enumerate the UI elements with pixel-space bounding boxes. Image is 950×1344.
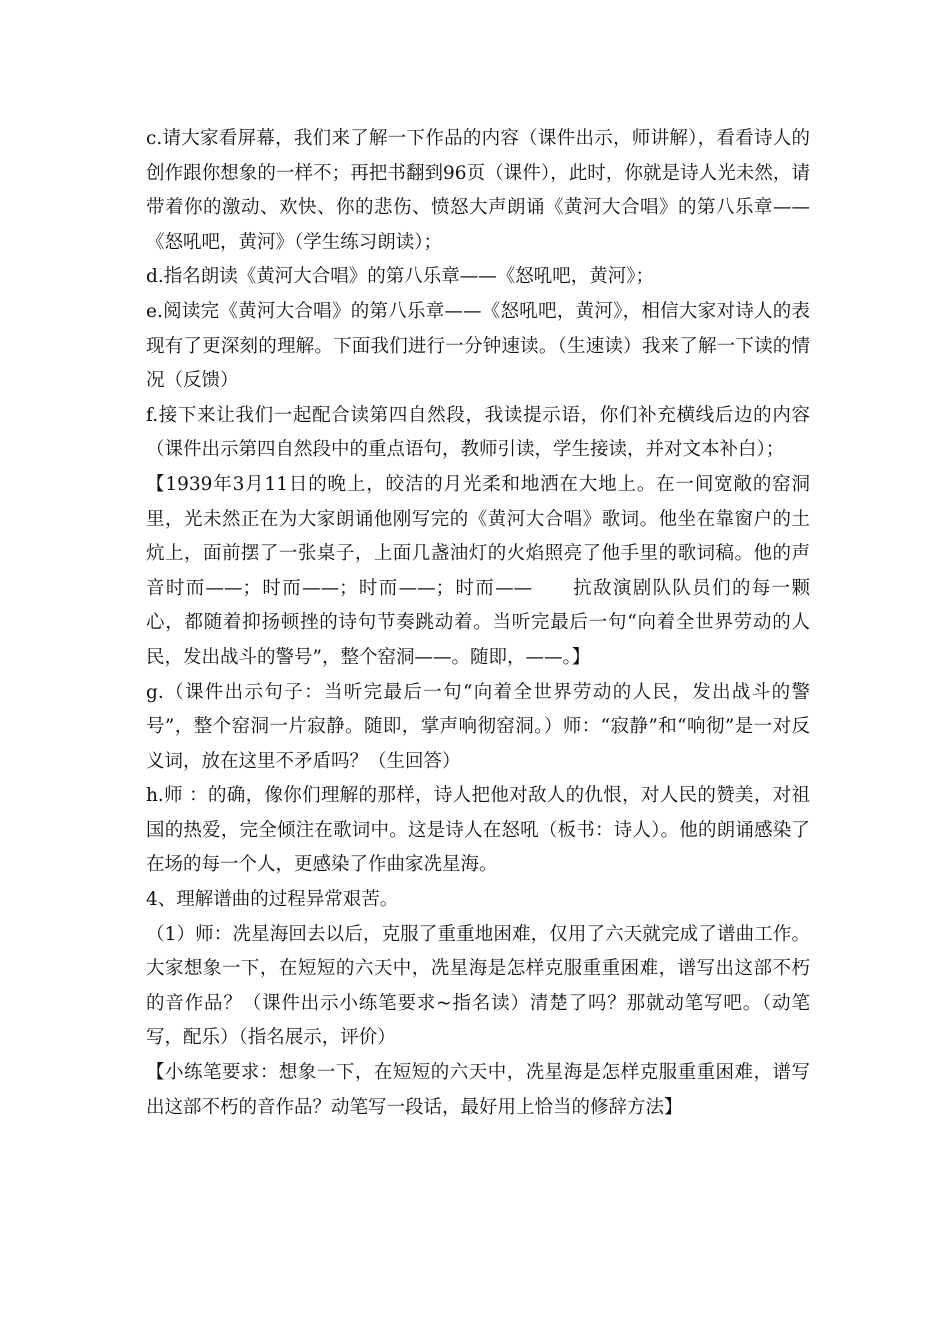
section-heading-4: 4、理解谱曲的过程异常艰苦。 xyxy=(146,889,399,911)
paragraph-h: h.师 ：的确，像你们理解的那样，诗人把他对敌人的仇恨，对人民的赞美，对祖国的热爱，完全倾注在歌词中。这是诗人在怒吼（板书：诗人）。他的朗诵感染了在场的每一个人，更感染了作曲家冼星海。 xyxy=(146,785,810,876)
paragraph-f-quote: 【1939年3月11日的晚上，皎洁的月光柔和地洒在大地上。在一间宽敞的窑洞里，光未然正在为大家朗诵他刚写完的《黄河大合唱》歌词。他坐在靠窗户的土炕上，面前摆了一张桌子，上面几盏油灯的火焰照亮了他手里的歌词稿。他的声音时而——；时而——；时而——；时而—— 抗敌演剧队队员们的每一颗心，都随着抑扬顿挫的诗句节奏跳动着。当听完最后一句“向着全世界劳动的人民，发出战斗的警号”，整个窑洞——。随即，——。】 xyxy=(146,473,810,668)
paragraph-f: f.接下来让我们一起配合读第四自然段，我读提示语，你们补充横线后边的内容（课件出示第四自然段中的重点语句，教师引读，学生接读，并对文本补白）； xyxy=(146,404,810,461)
paragraph-d: d.指名朗读《黄河大合唱》的第八乐章——《怒吼吧，黄河》； xyxy=(146,266,654,288)
paragraph-g: g.（课件出示句子：当听完最后一句“向着全世界劳动的人民，发出战斗的警号”，整个窑洞一片寂静。随即，掌声响彻窑洞。）师：“寂静”和“响彻”是一对反义词，放在这里不矛盾吗？（生回答） xyxy=(146,681,810,772)
paragraph-1: （1）师：冼星海回去以后，克服了重重地困难，仅用了六天就完成了谱曲工作。大家想象一下，在短短的六天中，冼星海是怎样克服重重困难，谱写出这部不朽的音作品？（课件出示小练笔要求~指名读）清楚了吗？那就动笔写吧。（动笔写，配乐）（指名展示，评价） xyxy=(146,923,810,1049)
document-page xyxy=(146,122,810,1125)
paragraph-e: e.阅读完《黄河大合唱》的第八乐章——《怒吼吧，黄河》，相信大家对诗人的表现有了更深刻的理解。下面我们进行一分钟速读。（生速读）我来了解一下读的情况（反馈） xyxy=(146,300,810,392)
paragraph-c: c.请大家看屏幕，我们来了解一下作品的内容（课件出示，师讲解），看看诗人的创作跟你想象的一样不；再把书翻到96页（课件），此时，你就是诗人光未然，请带着你的激动、欢快、你的悲伤、愤怒大声朗诵《黄河大合唱》的第八乐章——《怒吼吧，黄河》（学生练习朗读）； xyxy=(146,128,810,253)
exercise-requirement: 【小练笔要求：想象一下，在短短的六天中，冼星海是怎样克服重重困难，谱写出这部不朽的音作品？动笔写一段话，最好用上恰当的修辞方法】 xyxy=(146,1062,810,1118)
